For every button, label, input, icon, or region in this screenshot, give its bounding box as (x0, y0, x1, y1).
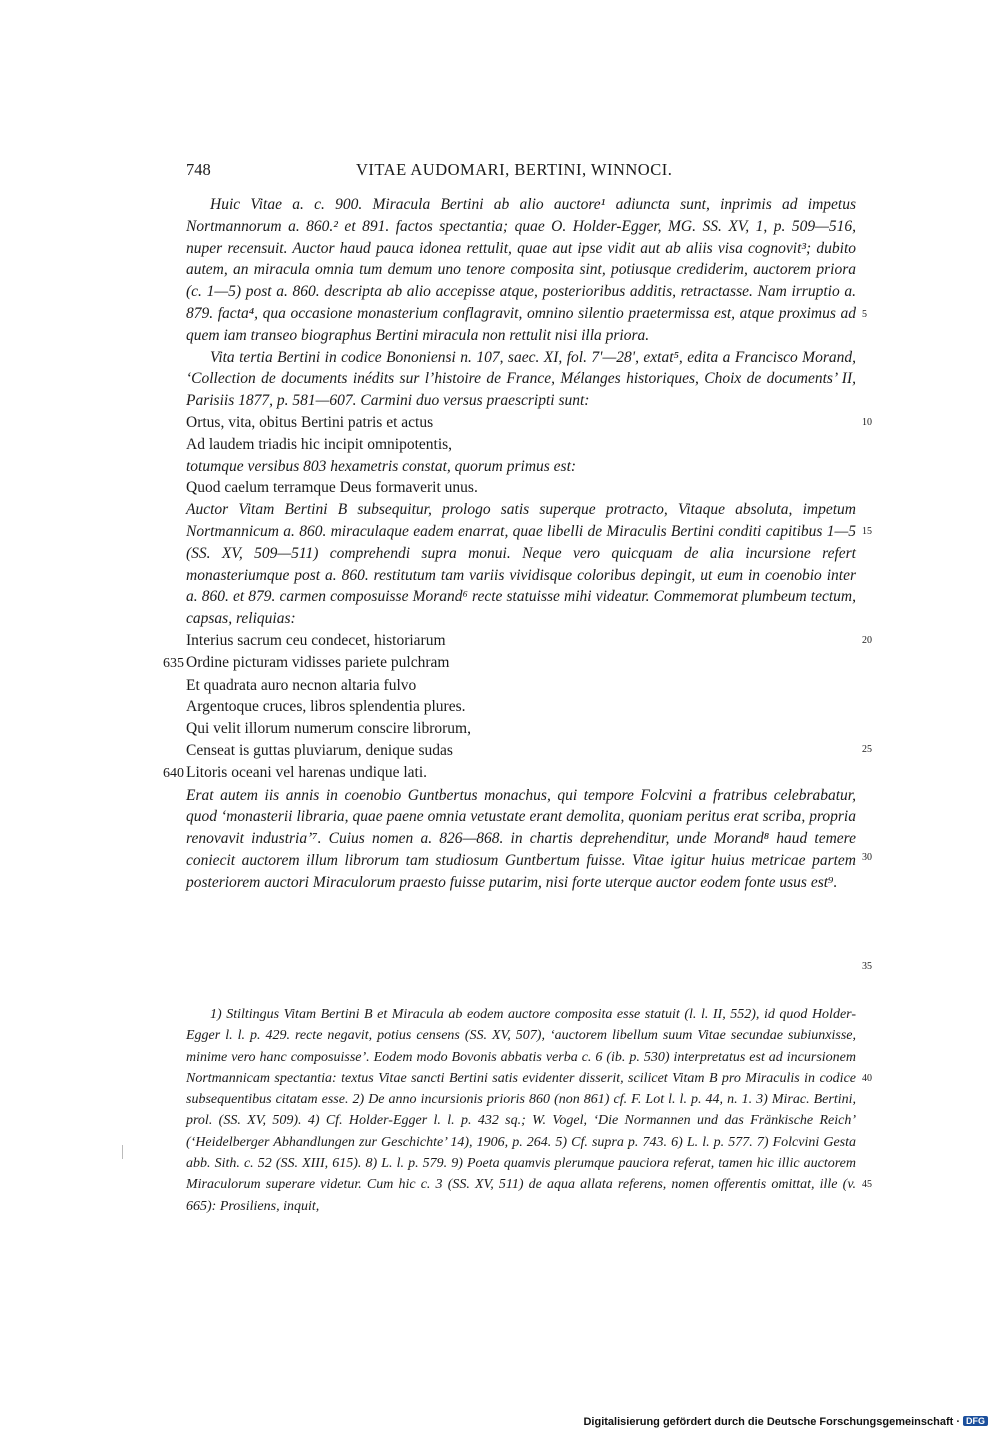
footer-credit (583, 1416, 988, 1428)
verse-block (163, 630, 856, 785)
page-header (186, 150, 856, 180)
verse-line: Ad laudem triadis hic incipit omnipotentis, (186, 435, 453, 453)
verse-number: 640 (163, 765, 184, 781)
footnotes (186, 1004, 872, 1217)
verse-line: Ortus, vita, obitus Bertini patris et actus (186, 413, 434, 431)
verse-line (163, 652, 856, 675)
footnotes-text: 1) Stiltingus Vitam Bertini B et Miracula ab eodem auctore composita esse statuit (l. l. II, 552), id quod Holder-Egger l. l. p. 429. recte negavit, potius censens (SS. XV, 507), ‘auctorem libellum suum Vitae secundae subiunxisse, minime vero hanc composuisse’. Eodem modo Bovonis abbatis verba c. 6 (ib. p. 530) interpretatus est ad incursionem Nortmannicam spectantia: textus Vitae sancti Bertini satis evidenter disserit, scilicet Vitam B pro Miraculis in codice subsequentibus citatam esse. 2) De anno incursionis prioris 860 (non 861) cf. F. Lot l. l. p. 44, n. 1. 3) Mirac. Bertini, prol. (SS. XV, 509). 4) Cf. Holder-Egger l. l. p. 432 sq.; W. Vogel, ‘Die Normannen und das Fränkische Reich’ (‘Heidelberger Abhandlungen zur Geschichte’ 14), 1906, p. 264. 5) Cf. supra p. 743. 6) L. l. p. 577. 7) Folcvini Gesta abb. Sith. c. 52 (SS. XIII, 615). 8) L. l. p. 579. 9) Poeta quamvis plerumque pauciora referat, tamen hic illic auctorem Miraculorum superare videtur. Cum hic c. 3 (SS. XV, 511) de aqua allata referens, nomen offerentis omittat, ille (v. 665): Prosiliens, inquit, (186, 1007, 856, 1214)
line-number: 35 (862, 961, 872, 972)
verse-text: Et quadrata auro necnon altaria fulvo (186, 676, 417, 694)
line-number: 25 (862, 744, 872, 755)
page (163, 150, 872, 972)
verse-number: 635 (163, 655, 184, 671)
paragraph-4: Auctor Vitam Bertini B subsequitur, prologo satis superque protracto, Vitaque absoluta, impetum Nortmannicum a. 860. miraculaque eadem enarrat, quae libelli de Miraculis Bertini conditi capitibus 1—5 (SS. XV, 509—511) comprehendi supra monui. Neque vero quicquam de alia incursione refert monasteriumque post a. 860. restitutum tam variis vividisque coloribus depingit, ut eum in coenobio inter a. 860. et 879. carmen composuisse Morand⁶ recte statuisse mihi videatur. Commemorat plumbeum tectum, capsas, reliquias: (186, 501, 856, 628)
verse-line (186, 696, 856, 718)
margin-mark (122, 1145, 123, 1159)
verse-text: Interius sacrum ceu condecet, historiarum (186, 631, 446, 649)
verse-text: Argentoque cruces, libros splendentia plures. (186, 698, 466, 716)
line-number: 40 (862, 1073, 872, 1084)
line-number: 20 (862, 635, 872, 646)
line-number: 10 (862, 417, 872, 428)
paragraph-2: Vita tertia Bertini in codice Bononiensi n. 107, saec. XI, fol. 7'—28', extat⁵, edita a Francisco Morand, ‘Collection de documents inédits sur l’histoire de France, Mélanges historiques, Choix de documents’ II, Parisiis 1877, p. 581—607. Carmini duo versus praescripti sunt: (186, 348, 856, 410)
paragraph-1: Huic Vitae a. c. 900. Miracula Bertini ab alio auctore¹ adiuncta sunt, inprimis ad impetus Nortmannorum a. 860.² et 891. factos spectantia; quae O. Holder-Egger, MG. SS. XV, 1, p. 509—516, nuper recensuit. Auctor haud pauca idonea rettulit, quae aut ipse vidit aut ab aliis visa cognovit³; dubito autem, an miracula omnia tum demum uno tenore composita sint, potiusque crediderim, auctorem priora (c. 1—5) post a. 860. descripta ab alio accepisse atque, posterioribus additis, retractasse. Nam irruptio a. 879. facta⁴, qua occasione monasterium conflagravit, omnino silentio praetermissa est, atque proximus ad quem iam transeo biographus Bertini miracula non rettulit nisi illa priora. (186, 196, 856, 344)
line-number: 30 (862, 852, 872, 863)
line-number: 15 (862, 526, 872, 537)
line-number: 5 (862, 309, 867, 320)
paragraph-5: Erat autem iis annis in coenobio Guntbertus monachus, qui tempore Folcvini a fratribus celebrabatur, quod ‘monasterii libraria, quae paene omnia vetustate erant demolita, quoniam peritus erat scriba, propria renovavit industria’⁷. Cuius nomen a. 826—868. in chartis deprehenditur, unde Morand⁸ haud temere coniecit auctorem illum librorum tam studiosum Guntbertum fuisse. Vitae igitur huius metricae partem posteriorem auctori Miraculorum praesto fuisse putarim, nisi forte uterque auctor eodem fonte usus est⁹. (186, 786, 856, 891)
footer-text: Digitalisierung gefördert durch die Deutsche Forschungsgemeinschaft · (583, 1416, 960, 1428)
verse-text: Ordine picturam vidisses pariete pulchram (186, 653, 450, 671)
verse-line (163, 762, 856, 785)
line-number: 45 (862, 1179, 872, 1190)
verse-text: Qui velit illorum numerum conscire librorum, (186, 720, 471, 738)
verse-line (186, 630, 856, 652)
dfg-logo-icon: DFG (963, 1416, 988, 1426)
page-number: 748 (186, 160, 211, 179)
main-text (163, 194, 872, 972)
verse-line (186, 675, 856, 697)
running-title: VITAE AUDOMARI, BERTINI, WINNOCI. (356, 160, 673, 179)
verse-line: Quod caelum terramque Deus formaverit unus. (186, 479, 478, 497)
paragraph-3: totumque versibus 803 hexametris constat, quorum primus est: (186, 457, 577, 475)
verse-text: Censeat is guttas pluviarum, denique sudas (186, 741, 453, 759)
verse-line (186, 740, 856, 762)
verse-text: Litoris oceani vel harenas undique lati. (186, 763, 428, 781)
verse-line (186, 718, 856, 740)
